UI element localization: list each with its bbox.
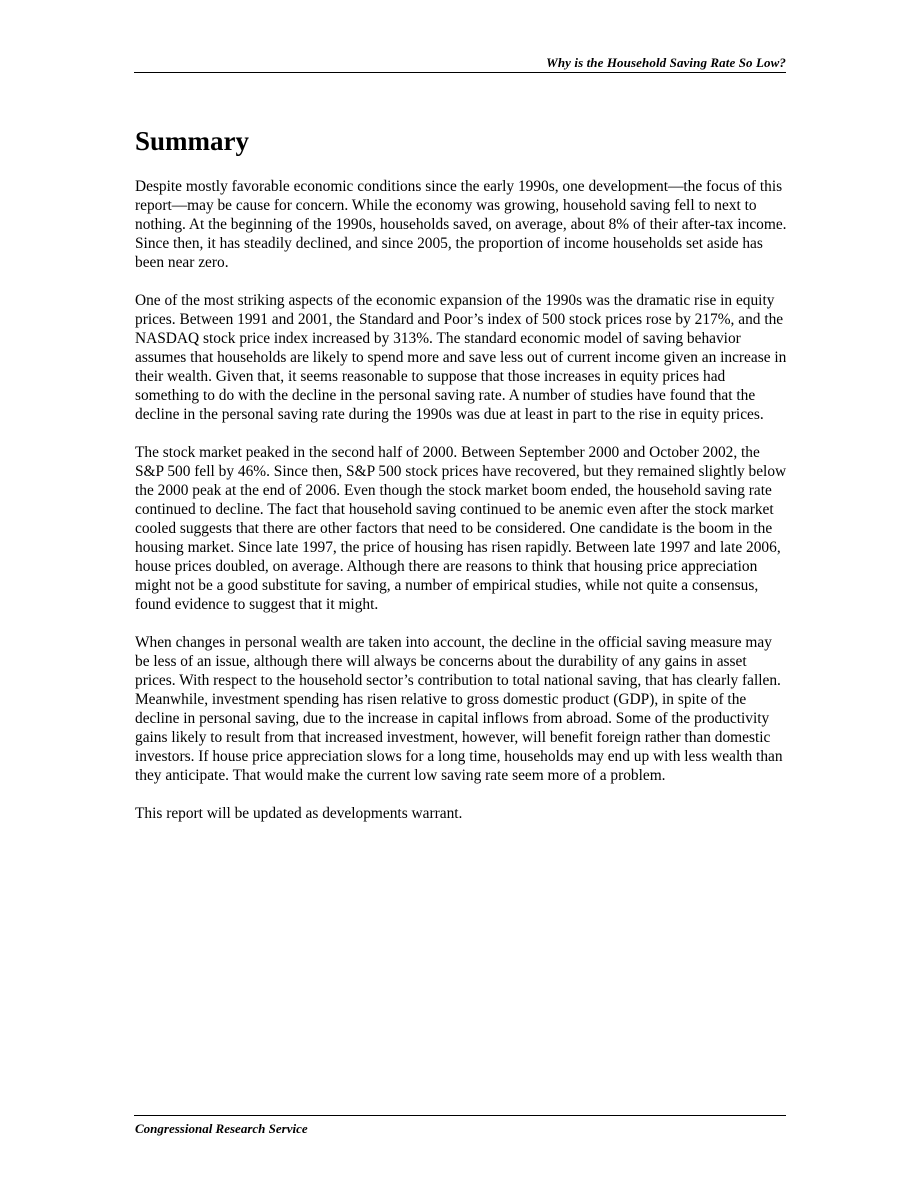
footer-divider: [134, 1115, 786, 1116]
paragraph: This report will be updated as developments warrant.: [135, 805, 463, 822]
running-footer-organization: Congressional Research Service: [135, 1121, 308, 1136]
running-header-title: Why is the Household Saving Rate So Low?: [546, 55, 786, 70]
paragraph: The stock market peaked in the second half of 2000. Between September 2000 and October 2002, the S&P 500 fell by 46%. Since then, S&P 500 stock prices have recovered, but they remained slightly below the 2000 peak at the end of 2006. Even though the stock market boom ended, the household saving rate continued to decline. The fact that household saving continued to be anemic even after the stock market cooled suggests that there are other factors that need to be considered. One candidate is the boom in the housing market. Since late 1997, the price of housing has risen rapidly. Between late 1997 and late 2006, house prices doubled, on average. Although there are reasons to think that housing price appreciation might not be a good substitute for saving, a number of empirical studies, while not quite a consensus, found evidence to suggest that it might.: [135, 444, 787, 613]
paragraph: When changes in personal wealth are taken into account, the decline in the official saving measure may be less of an issue, although there will always be concerns about the durability of any gains in asset prices. With respect to the household sector’s contribution to total national saving, that has clearly fallen. Meanwhile, investment spending has risen relative to gross domestic product (GDP), in spite of the decline in personal saving, due to the increase in capital inflows from abroad. Some of the productivity gains likely to result from that increased investment, however, will benefit foreign rather than domestic investors. If house price appreciation slows for a long time, households may end up with less wealth than they anticipate. That would make the current low saving rate seem more of a problem.: [135, 634, 783, 784]
header-divider: [134, 72, 786, 73]
paragraph: Despite mostly favorable economic conditions since the early 1990s, one development—the focus of this report—may be cause for concern. While the economy was growing, household saving fell to next to nothing. At the beginning of the 1990s, households saved, on average, about 8% of their after-tax income. Since then, it has steadily declined, and since 2005, the proportion of income households set aside has been near zero.: [135, 178, 787, 271]
page-title: Summary: [135, 126, 249, 156]
paragraph: One of the most striking aspects of the economic expansion of the 1990s was the dramatic rise in equity prices. Between 1991 and 2001, the Standard and Poor’s index of 500 stock prices rose by 217%, and the NASDAQ stock price index increased by 313%. The standard economic model of saving behavior assumes that households are likely to spend more and save less out of current income given an increase in their wealth. Given that, it seems reasonable to suppose that those increases in equity prices had something to do with the decline in the personal saving rate. A number of studies have found that the decline in the personal saving rate during the 1990s was due at least in part to the rise in equity prices.: [135, 292, 787, 423]
summary-body: [135, 177, 787, 842]
